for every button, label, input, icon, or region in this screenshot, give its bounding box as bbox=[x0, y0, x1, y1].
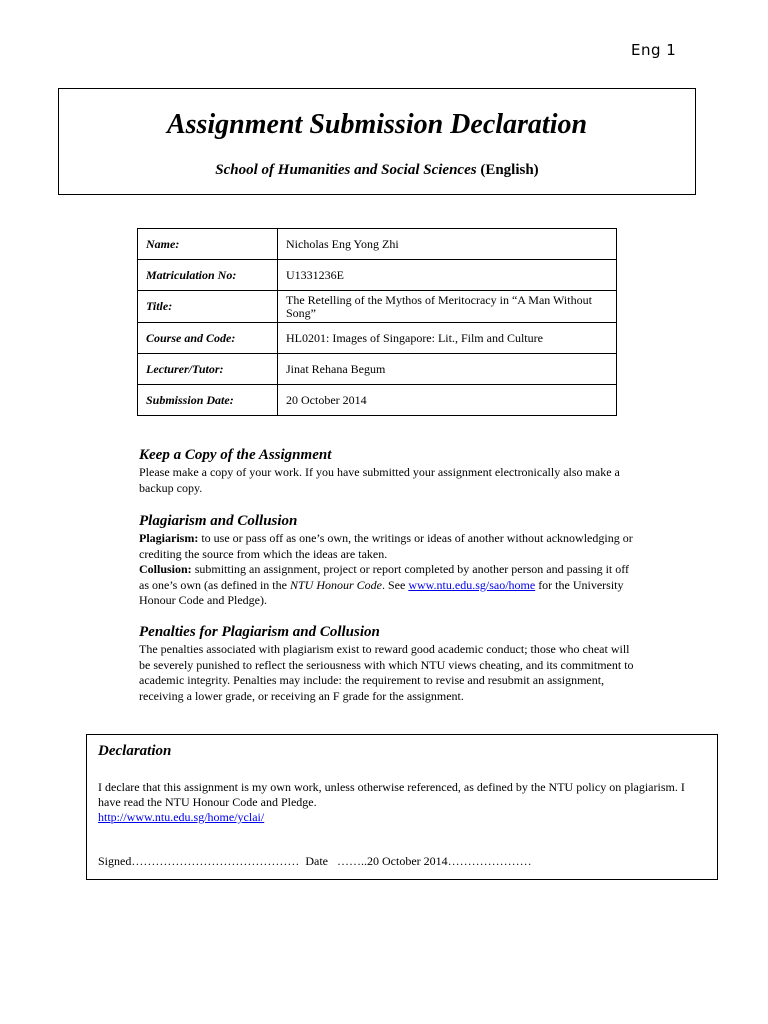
table-row bbox=[138, 291, 617, 323]
page-label: Eng 1 bbox=[631, 41, 677, 59]
title-value: The Retelling of the Mythos of Meritocracy in “A Man Without Song” bbox=[278, 291, 617, 323]
submission-date-value: 20 October 2014 bbox=[278, 385, 617, 416]
signature-line: Signed…………………………………… Date ……..20 October 2014………………… bbox=[98, 854, 532, 868]
table-row bbox=[138, 229, 617, 260]
declaration-heading: Declaration bbox=[98, 743, 172, 759]
sao-home-link[interactable]: www.ntu.edu.sg/sao/home bbox=[408, 577, 536, 592]
declaration-box bbox=[86, 734, 718, 880]
title-box bbox=[58, 88, 696, 195]
penalties-heading: Penalties for Plagiarism and Collusion bbox=[139, 624, 380, 640]
see-text: . See bbox=[381, 577, 409, 592]
document-title: Assignment Submission Declaration bbox=[166, 109, 588, 140]
keep-copy-text: Please make a copy of your work. If you have submitted your assignment electronically also make a backup copy. bbox=[139, 465, 620, 495]
title-label: Title: bbox=[138, 291, 278, 323]
declaration-text: I declare that this assignment is my own work, unless otherwise referenced, as defined by the NTU policy on plagiarism. I have read the NTU Honour Code and Pledge. bbox=[98, 780, 685, 809]
honour-code-link[interactable]: http://www.ntu.edu.sg/home/yclai/ bbox=[98, 810, 265, 824]
school-name: School of Humanities and Social Sciences bbox=[215, 162, 477, 178]
matriculation-value: U1331236E bbox=[278, 260, 617, 291]
collusion-definition bbox=[139, 562, 639, 609]
plagiarism-text: to use or pass off as one’s own, the writings or ideas of another without acknowledging or crediting the source from which the ideas are taken. bbox=[139, 531, 633, 561]
collusion-text: submitting an assignment, project or report completed by another person and passing it off as one’s own (as defined in the bbox=[139, 562, 630, 592]
table-row bbox=[138, 260, 617, 291]
plagiarism-heading: Plagiarism and Collusion bbox=[139, 513, 298, 529]
matriculation-label: Matriculation No: bbox=[138, 260, 278, 291]
lecturer-value: Jinat Rehana Begum bbox=[278, 354, 617, 385]
lecturer-label: Lecturer/Tutor: bbox=[138, 354, 278, 385]
document-subtitle bbox=[59, 162, 695, 179]
plagiarism-definition bbox=[139, 531, 639, 562]
declaration-body bbox=[98, 780, 698, 825]
submission-date-label: Submission Date: bbox=[138, 385, 278, 416]
table-row bbox=[138, 385, 617, 416]
honour-code-name: NTU Honour Code bbox=[289, 577, 382, 592]
name-value: Nicholas Eng Yong Zhi bbox=[278, 229, 617, 260]
keep-copy-heading: Keep a Copy of the Assignment bbox=[139, 447, 332, 463]
name-label: Name: bbox=[138, 229, 278, 260]
keep-copy-section bbox=[139, 446, 639, 496]
course-value: HL0201: Images of Singapore: Lit., Film and Culture bbox=[278, 323, 617, 354]
course-label: Course and Code: bbox=[138, 323, 278, 354]
penalties-text: The penalties associated with plagiarism exist to reward good academic conduct; those who cheat will be severely punished to reflect the seriousness with which NTU views cheating, and its commitment to academic integrity. Penalties may include: the requirement to revise and resubmit an assignment, receiving a lower grade, or receiving an F grade for the assignment. bbox=[139, 642, 634, 703]
table-row bbox=[138, 323, 617, 354]
department-name: (English) bbox=[480, 162, 539, 178]
submission-info-table bbox=[137, 228, 617, 416]
penalties-section bbox=[139, 623, 639, 704]
table-row bbox=[138, 354, 617, 385]
plagiarism-term: Plagiarism: bbox=[139, 531, 199, 545]
after-link-text: for the University Honour Code and Pledge). bbox=[139, 577, 624, 607]
collusion-term: Collusion: bbox=[139, 562, 192, 576]
plagiarism-section bbox=[139, 512, 639, 609]
